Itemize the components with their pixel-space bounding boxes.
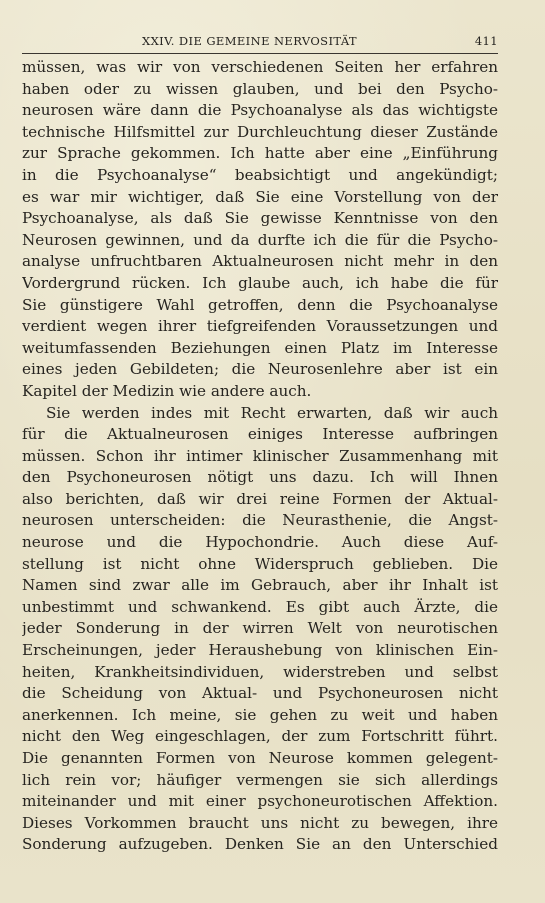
text-line: Dieses Vorkommen braucht uns nicht zu bewegen, ihre (22, 813, 498, 832)
text-line: müssen. Schon ihr intimer klinischer Zusammenhang mit (22, 446, 498, 465)
body-text (22, 57, 498, 856)
text-line: unbestimmt und schwankend. Es gibt auch Ärzte, die (22, 597, 498, 616)
text-line: in die Psychoanalyse“ beabsichtigt und angekündigt; (22, 165, 498, 184)
text-line: neurosen wäre dann die Psychoanalyse als das wichtigste (22, 101, 498, 120)
text-line: verdient wegen ihrer tiefgreifenden Voraussetzungen und (22, 317, 498, 336)
page-number: 411 (474, 34, 498, 48)
text-line: jeder Sonderung in der wirren Welt von neurotischen (22, 619, 498, 638)
text-line: Psychoanalyse, als daß Sie gewisse Kenntnisse von den (22, 209, 498, 228)
text-line: lich rein vor; häufiger vermengen sie sich allerdings (22, 770, 498, 789)
text-line: neurose und die Hypochondrie. Auch diese Auf- (22, 533, 498, 552)
text-line: es war mir wichtiger, daß Sie eine Vorstellung von der (22, 187, 498, 206)
text-line: haben oder zu wissen glauben, und bei den Psycho- (22, 79, 498, 98)
text-line: den Psychoneurosen nötigt uns dazu. Ich will Ihnen (22, 468, 498, 487)
text-line: Sie günstigere Wahl getroffen, denn die Psychoanalyse (22, 295, 498, 314)
text-line: neurosen unterscheiden: die Neurasthenie, die Angst- (22, 511, 498, 530)
text-line: analyse unfruchtbaren Aktualneurosen nicht mehr in den (22, 252, 498, 271)
header-rule (22, 53, 498, 54)
page-header (22, 34, 498, 50)
text-line: eines jeden Gebildeten; die Neurosenlehre aber ist ein (22, 360, 498, 379)
text-line: heiten, Krankheitsindividuen, widerstreben und selbst (22, 662, 498, 681)
text-line: Erscheinungen, jeder Heraushebung von klinischen Ein- (22, 641, 498, 660)
text-line: technische Hilfsmittel zur Durchleuchtung dieser Zustände (22, 122, 498, 141)
text-line: für die Aktualneurosen einiges Interesse aufbringen (22, 425, 498, 444)
text-line: miteinander und mit einer psychoneurotischen Affektion. (22, 792, 498, 811)
text-line: Vordergrund rücken. Ich glaube auch, ich habe die für (22, 273, 498, 292)
text-line: Neurosen gewinnen, und da durfte ich die für die Psycho- (22, 230, 498, 249)
text-line: Die genannten Formen von Neurose kommen gelegent- (22, 749, 498, 767)
text-line: stellung ist nicht ohne Widerspruch geblieben. Die (22, 554, 498, 573)
text-line: zur Sprache gekommen. Ich hatte aber eine „Einführung (22, 144, 498, 163)
text-line: Sonderung aufzugeben. Denken Sie an den Unterschied (22, 835, 498, 854)
running-title: XXIV. DIE GEMEINE NERVOSITÄT (142, 34, 357, 48)
text-line: müssen, was wir von verschiedenen Seiten her erfahren (22, 58, 498, 76)
paragraph-last-line: Kapitel der Medizin wie andere auch. (22, 381, 312, 400)
text-line: also berichten, daß wir drei reine Formen der Aktual- (22, 489, 498, 508)
text-line: Namen sind zwar alle im Gebrauch, aber ihr Inhalt ist (22, 576, 498, 595)
paragraph-first-line: Sie werden indes mit Recht erwarten, daß wir auch (46, 403, 498, 422)
text-line: anerkennen. Ich meine, sie gehen zu weit und haben (22, 705, 498, 724)
text-line: weitumfassenden Beziehungen einen Platz im Interesse (22, 338, 498, 357)
text-line: nicht den Weg eingeschlagen, der zum Fortschritt führt. (22, 727, 498, 746)
text-line: die Scheidung von Aktual- und Psychoneurosen nicht (22, 684, 498, 703)
